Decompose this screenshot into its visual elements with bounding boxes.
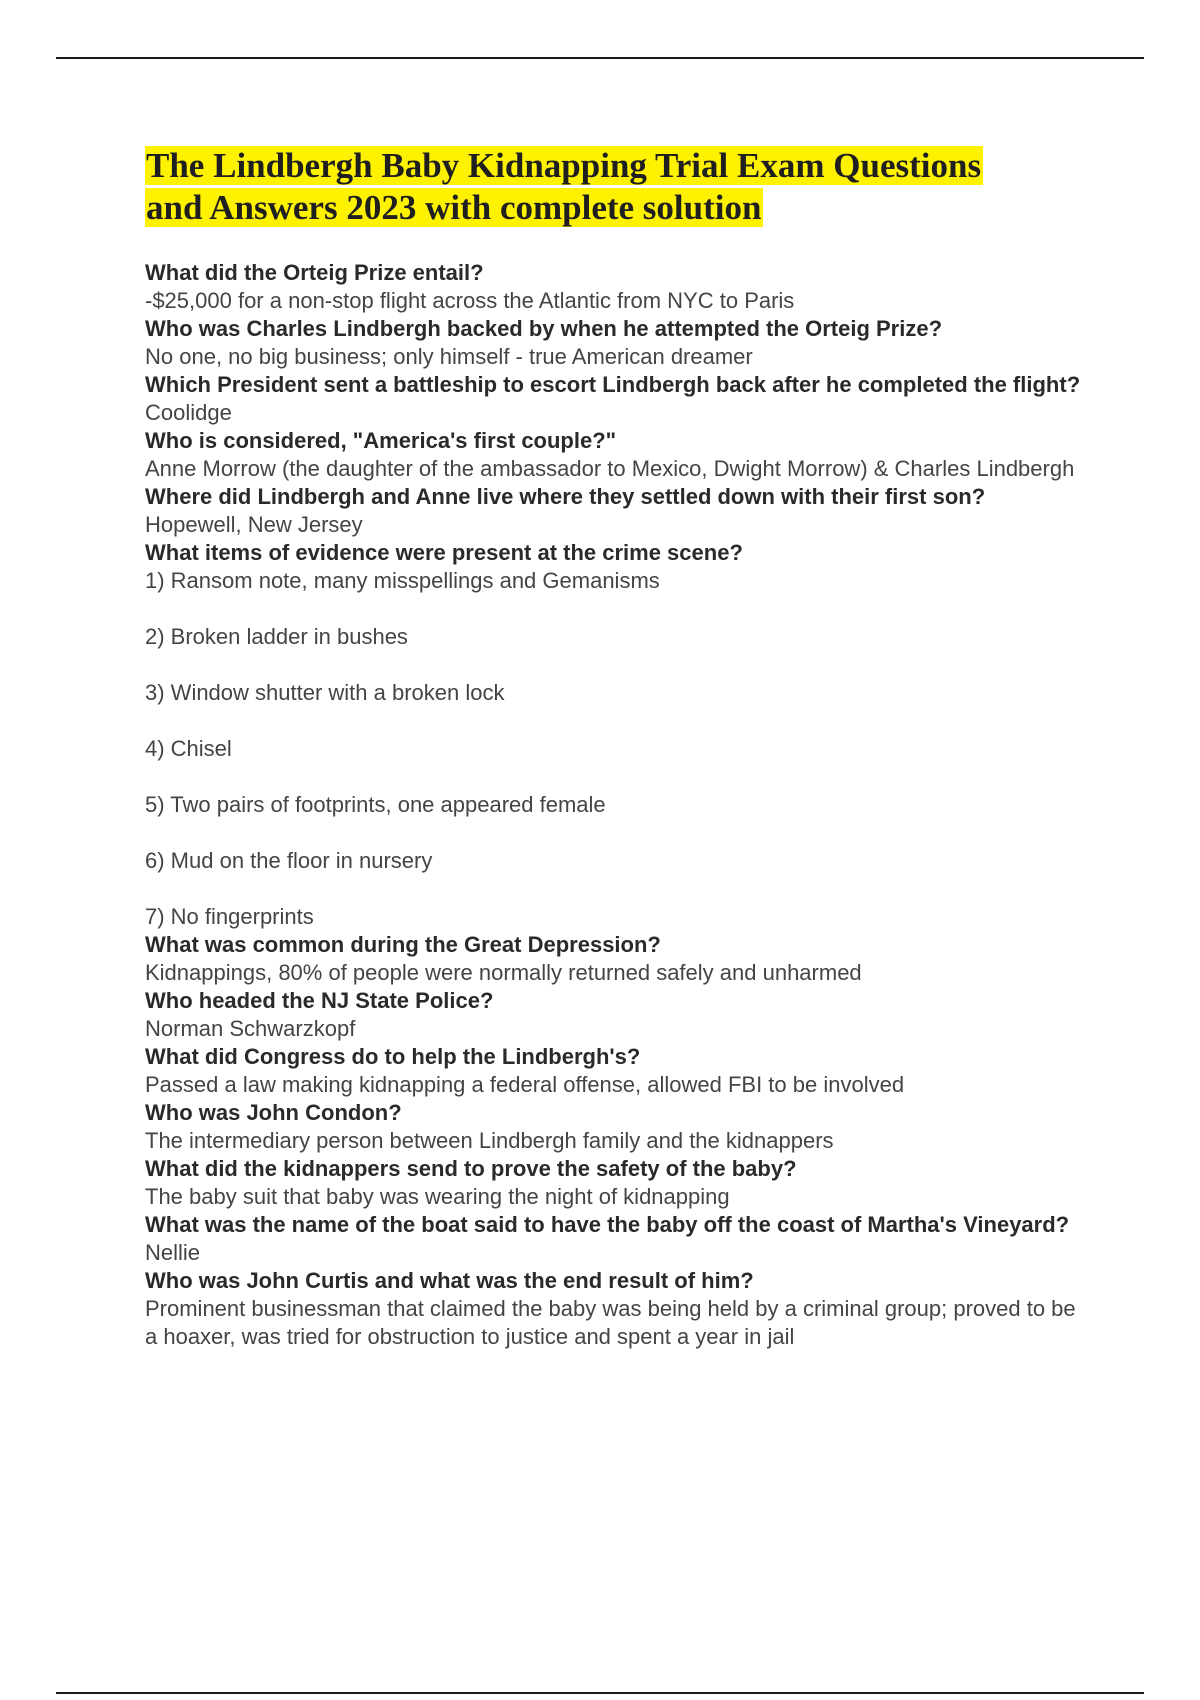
evidence-item: 6) Mud on the floor in nursery	[145, 848, 433, 873]
answer-1: -$25,000 for a non-stop flight across the Atlantic from NYC to Paris	[145, 288, 795, 313]
question-10: Who was John Condon?	[145, 1100, 402, 1125]
question-5: Where did Lindbergh and Anne live where they settled down with their first son?	[145, 484, 986, 509]
answer-2: No one, no big business; only himself - true American dreamer	[145, 344, 753, 369]
answer-8: Norman Schwarzkopf	[145, 1016, 356, 1041]
title-line-2: and Answers 2023 with complete solution	[146, 188, 762, 227]
evidence-item: 2) Broken ladder in bushes	[145, 624, 408, 649]
question-6: What items of evidence were present at the crime scene?	[145, 540, 743, 565]
question-3: Which President sent a battleship to escort Lindbergh back after he completed the flight?	[145, 372, 1081, 397]
question-2: Who was Charles Lindbergh backed by when he attempted the Orteig Prize?	[145, 316, 943, 341]
title-line-1: The Lindbergh Baby Kidnapping Trial Exam Questions	[146, 146, 982, 185]
answer-10: The intermediary person between Lindbergh family and the kidnappers	[145, 1128, 834, 1153]
top-divider	[56, 57, 1144, 59]
answer-4: Anne Morrow (the daughter of the ambassador to Mexico, Dwight Morrow) & Charles Lindbergh	[145, 456, 1075, 481]
bottom-divider	[56, 1692, 1144, 1694]
answer-9: Passed a law making kidnapping a federal offense, allowed FBI to be involved	[145, 1072, 905, 1097]
question-4: Who is considered, "America's first couple?"	[145, 428, 617, 453]
question-7: What was common during the Great Depression?	[145, 932, 661, 957]
answer-13: Prominent businessman that claimed the baby was being held by a criminal group; proved to be a hoaxer, was tried for obstruction to justice and spent a year in jail	[145, 1296, 1076, 1349]
question-12: What was the name of the boat said to have the baby off the coast of Martha's Vineyard?	[145, 1212, 1070, 1237]
evidence-item: 7) No fingerprints	[145, 904, 314, 929]
question-8: Who headed the NJ State Police?	[145, 988, 494, 1013]
evidence-item: 5) Two pairs of footprints, one appeared female	[145, 792, 606, 817]
answer-7: Kidnappings, 80% of people were normally returned safely and unharmed	[145, 960, 862, 985]
question-11: What did the kidnappers send to prove the safety of the baby?	[145, 1156, 797, 1181]
question-13: Who was John Curtis and what was the end result of him?	[145, 1268, 754, 1293]
answer-12: Nellie	[145, 1240, 201, 1265]
answer-3: Coolidge	[145, 400, 232, 425]
question-1: What did the Orteig Prize entail?	[145, 260, 484, 285]
evidence-item: 1) Ransom note, many misspellings and Gemanisms	[145, 568, 660, 593]
answer-11: The baby suit that baby was wearing the night of kidnapping	[145, 1184, 730, 1209]
evidence-item: 4) Chisel	[145, 736, 232, 761]
answer-5: Hopewell, New Jersey	[145, 512, 363, 537]
evidence-item: 3) Window shutter with a broken lock	[145, 680, 505, 705]
question-9: What did Congress do to help the Lindbergh's?	[145, 1044, 641, 1069]
qa-list	[145, 259, 1085, 1351]
document-title	[145, 145, 1075, 229]
evidence-list	[145, 567, 1085, 931]
